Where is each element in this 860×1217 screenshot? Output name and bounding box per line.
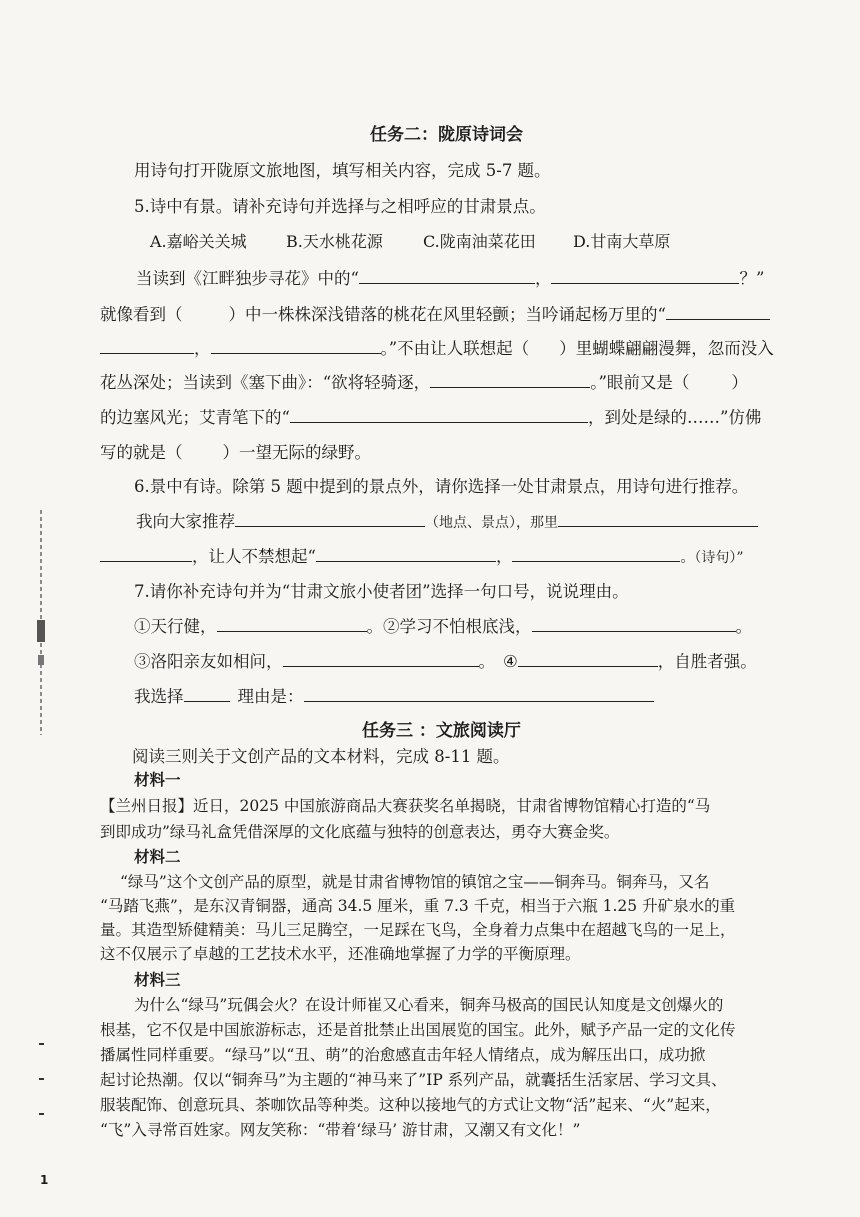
q7-item: 。 — [478, 652, 495, 671]
q5-text: ，到处是绿的……”仿佛 — [587, 408, 762, 427]
q6-prompt: 6.景中有诗。除第 5 题中提到的景点外，请你选择一处甘肃景点，用诗句进行推荐。 — [134, 477, 749, 496]
q5-text: 写的就是（ — [100, 443, 183, 462]
choice-blank[interactable] — [184, 687, 230, 702]
q5-text: 当读到《江畔独步寻花》中的“ — [136, 269, 359, 288]
q7-item: ①天行健， — [134, 617, 217, 636]
material1-line: 【兰州日报】近日，2025 中国旅游商品大赛获奖名单揭晓，甘肃省博物馆精心打造的“马 — [100, 797, 711, 815]
q6-line2 — [100, 543, 744, 567]
q5-paragraph-line4 — [100, 369, 748, 393]
q5-paragraph-line2 — [100, 301, 770, 325]
q5-text: 就像看到（ — [100, 305, 183, 324]
q5-text: ， — [194, 339, 211, 358]
q6-text: （地点、景点），那里 — [425, 515, 558, 531]
material3-line: 为什么“绿马”玩偶会火？在设计师崔又心看来，铜奔马极高的国民认知度是文创爆火的 — [134, 996, 724, 1014]
blank[interactable] — [532, 617, 736, 632]
q5-prompt: 5.诗中有景。请补充诗句并选择与之相呼应的甘肃景点。 — [134, 197, 546, 216]
blank[interactable] — [100, 339, 194, 354]
task2-intro: 用诗句打开陇原文旅地图，填写相关内容，完成 5-7 题。 — [134, 161, 551, 180]
q6-text: 。（诗句）” — [680, 550, 744, 566]
blank[interactable] — [100, 547, 192, 562]
blank[interactable] — [359, 269, 535, 284]
task3-intro: 阅读三则关于文创产品的文本材料，完成 8-11 题。 — [132, 747, 510, 766]
margin-dash — [39, 1113, 44, 1115]
blank[interactable] — [283, 652, 479, 667]
q5-text: ？” — [739, 269, 765, 288]
q7-item: ③洛阳亲友如相问， — [134, 652, 283, 671]
q5-text: ） — [731, 373, 748, 392]
blank[interactable] — [551, 269, 739, 284]
blank[interactable] — [290, 408, 588, 423]
material2-line: “马踏飞燕”，是东汉青铜器，通高 34.5 厘米，重 7.3 千克，相当于六瓶 1.25 升矿泉水的重 — [100, 897, 736, 915]
binding-margin-strip — [34, 510, 48, 735]
material2-line: 这不仅展示了卓越的工艺技术水平，还准确地掌握了力学的平衡原理。 — [100, 945, 581, 963]
q7-reason-label: 理由是： — [237, 687, 304, 706]
q5-paragraph-line1 — [136, 265, 764, 289]
blank[interactable] — [217, 617, 367, 632]
material3-line: 起讨论热潮。仅以“铜奔马”为主题的“神马来了”IP 系列产品，就囊括生活家居、学习文具、 — [100, 1071, 727, 1089]
task3-title: 任务三 ：文旅阅读厅 — [362, 721, 521, 741]
material2-heading: 材料二 — [134, 847, 181, 866]
page-number: 1 — [40, 1173, 49, 1187]
q5-text: ）一望无际的绿野。 — [222, 443, 371, 462]
q7-item: ②学习不怕根底浅， — [383, 617, 532, 636]
q7-item: 。 — [366, 617, 383, 636]
q7-item: 。 — [735, 617, 752, 636]
q5-text: 。”眼前又是（ — [590, 373, 690, 392]
q7-row2 — [134, 648, 757, 672]
q5-paragraph-line5 — [100, 404, 761, 428]
q7-row3 — [134, 683, 654, 707]
material3-line: 服装配饰、创意玩具、茶咖饮品等种类。这种以接地气的方式让文物“活”起来、“火”起来， — [100, 1096, 721, 1114]
task2-title: 任务二：陇原诗词会 — [370, 125, 523, 145]
q6-text: ， — [495, 547, 513, 566]
material3-line: 播属性同样重要。“绿马”以“丑、萌”的治愈感直击年轻人情绪点，成为解压出口，成功掀 — [100, 1046, 706, 1064]
q7-row1 — [134, 613, 752, 637]
blank[interactable] — [512, 547, 680, 562]
q5-text: 花丛深处；当读到《塞下曲》：“欲将轻骑逐， — [100, 373, 431, 392]
material3-line: 根基，它不仅是中国旅游标志，还是首批禁止出国展览的国宝。此外，赋予产品一定的文化传 — [100, 1021, 736, 1039]
margin-dash — [39, 1078, 44, 1080]
q7-item: ，自胜者强。 — [657, 652, 757, 671]
q6-text: ，让人不禁想起“ — [192, 547, 316, 566]
blank[interactable] — [316, 547, 496, 562]
material1-line: 到即成功”绿马礼盒凭借深厚的文化底蕴与独特的创意表达，勇夺大赛金奖。 — [100, 823, 620, 841]
q5-paragraph-line6 — [100, 439, 371, 463]
q7-choose-label: 我选择 — [134, 687, 184, 706]
q5-text: 的边塞风光；艾青笔下的“ — [100, 408, 290, 427]
q6-text: 我向大家推荐 — [136, 512, 235, 531]
q7-item: ④ — [503, 652, 518, 671]
q5-paragraph-line3 — [100, 335, 774, 359]
blank[interactable] — [235, 512, 425, 527]
material2-line: 量。其造型矫健精美：马儿三足腾空，一足踩在飞鸟，全身着力点集中在超越飞鸟的一足上， — [100, 921, 736, 939]
blank[interactable] — [558, 512, 758, 527]
q5-text: ）中一株株深浅错落的桃花在风里轻颤；当吟诵起杨万里的“ — [228, 305, 666, 324]
q5-option-b: B.天水桃花源 — [286, 232, 383, 251]
q5-option-c: C.陇南油菜花田 — [423, 232, 536, 251]
q5-text: ， — [534, 269, 552, 288]
q6-line1 — [136, 508, 758, 532]
blank[interactable] — [666, 305, 770, 320]
q5-option-a: A.嘉峪关关城 — [150, 232, 247, 251]
material1-heading: 材料一 — [134, 770, 181, 789]
blank[interactable] — [211, 339, 381, 354]
margin-dash — [39, 1043, 44, 1045]
material3-line: “飞”入寻常百姓家。网友笑称：“带着‘绿马’ 游甘肃，又潮又有文化！” — [100, 1121, 581, 1139]
q5-text: ）里蝴蝶翩翩漫舞，忽而没入 — [559, 339, 774, 358]
blank[interactable] — [518, 652, 658, 667]
material3-heading: 材料三 — [134, 970, 181, 989]
q5-text: 。”不由让人联想起（ — [380, 339, 530, 358]
q7-prompt: 7.请你补充诗句并为“甘肃文旅小使者团”选择一句口号，说说理由。 — [134, 582, 629, 601]
q5-option-d: D.甘南大草原 — [573, 232, 671, 251]
blank[interactable] — [430, 373, 590, 388]
material2-line: “绿马”这个文创产品的原型，就是甘肃省博物馆的镇馆之宝——铜奔马。铜奔马，又名 — [120, 873, 710, 891]
reason-blank[interactable] — [304, 687, 654, 702]
